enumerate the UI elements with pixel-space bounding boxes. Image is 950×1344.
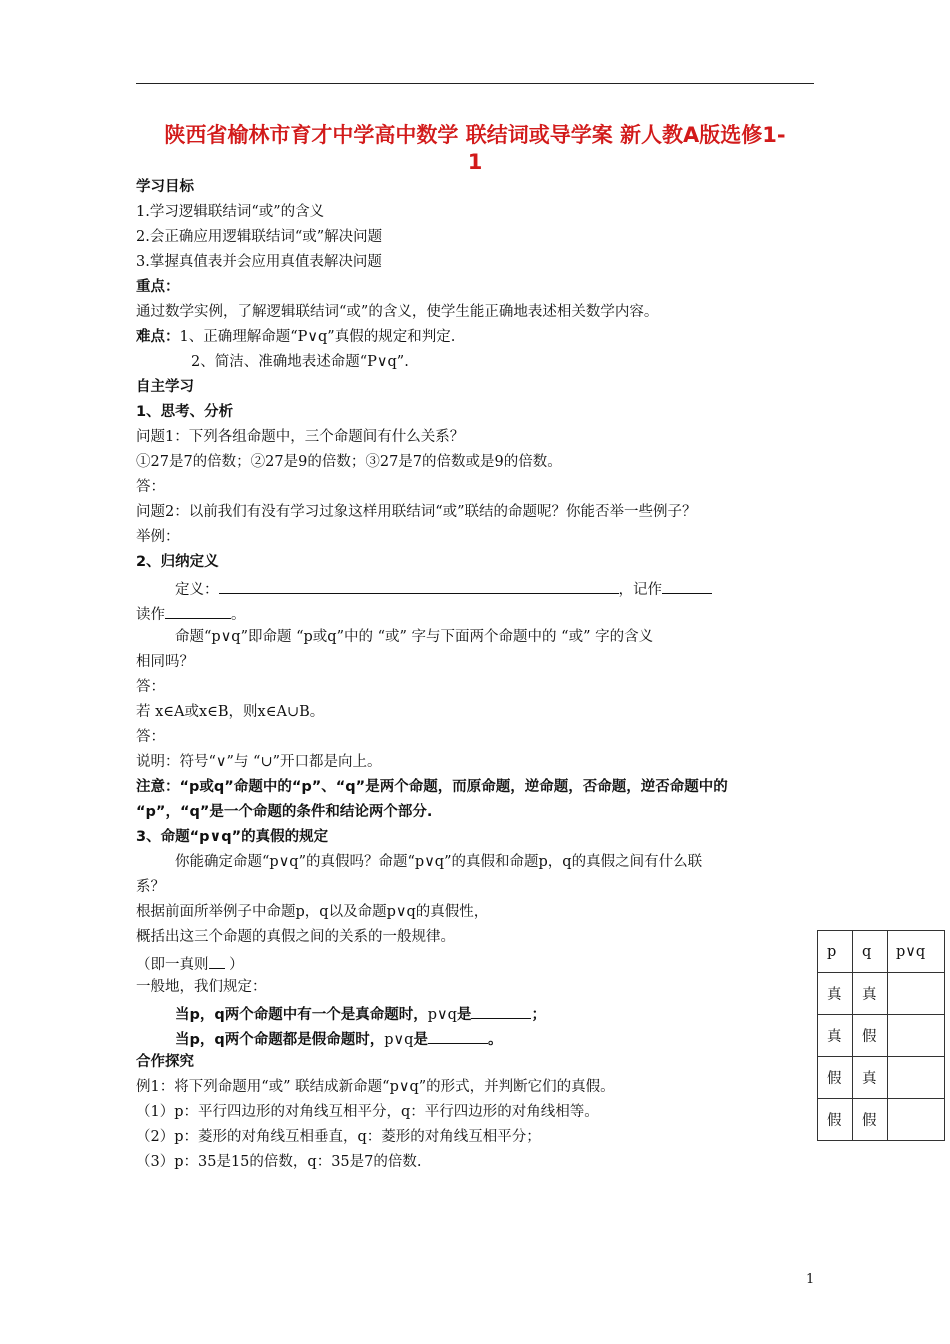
answer-3: 答： <box>136 729 165 745</box>
one-true-label: （即一真则 <box>136 957 209 973</box>
table-row <box>818 1099 945 1141</box>
question-1-items: ①27是7的倍数；②27是9的倍数；③27是7的倍数或是9的倍数。 <box>136 454 562 470</box>
page-number: 1 <box>806 1272 815 1287</box>
rule-1-end: ； <box>531 1007 546 1023</box>
caution-line-2: “p”，“q”是一个命题的条件和结论两个部分. <box>136 804 433 820</box>
objectives-heading: 学习目标 <box>136 179 194 195</box>
difficulty-label: 难点： <box>136 329 180 345</box>
title-line-1: 陕西省榆林市育才中学高中数学 联结词或导学案 新人教A版选修1- <box>164 123 786 147</box>
section-3-question-1: 你能确定命题“p∨q”的真假吗？命题“p∨q”的真假和命题p，q的真假之间有什么联 <box>175 854 703 870</box>
example-label: 举例： <box>136 529 180 545</box>
rule-2 <box>175 1027 502 1050</box>
rule-2-condition: 当p，q两个命题都是假命题时， <box>175 1032 385 1048</box>
question-1: 问题1：下列各组命题中，三个命题间有什么关系？ <box>136 429 465 445</box>
rule-2-end: 。 <box>487 1032 503 1048</box>
definition-notation-label: ，记作 <box>618 582 662 598</box>
header-p: p <box>818 931 853 973</box>
notation-blank <box>662 577 712 594</box>
cell-p-or-q <box>888 1057 945 1099</box>
rule-1-blank <box>471 1002 531 1019</box>
compare-line-2: 相同吗？ <box>136 654 194 670</box>
cell-q: 真 <box>853 973 888 1015</box>
rule-1-expr: p∨q <box>427 1007 457 1023</box>
section-1-heading: 1、思考、分析 <box>136 404 234 420</box>
objective-3: 3.掌握真值表并会应用真值表解决问题 <box>136 254 382 270</box>
read-as-label: 读作 <box>136 607 165 623</box>
rule-2-is: 是 <box>413 1032 428 1048</box>
objective-1: 1.学习逻辑联结词“或”的含义 <box>136 204 325 220</box>
answer-1: 答： <box>136 479 165 495</box>
section-3-para-4: 一般地，我们规定： <box>136 979 267 995</box>
difficulty-text-1: 1、正确理解命题“P∨q”真假的规定和判定. <box>179 329 456 345</box>
read-as-line <box>136 602 246 625</box>
rule-1 <box>175 1002 546 1025</box>
cell-p-or-q <box>888 973 945 1015</box>
question-2: 问题2：以前我们有没有学习过象这样用联结词“或”联结的命题呢？你能否举一些例子？ <box>136 504 697 520</box>
definition-line <box>175 577 712 600</box>
header-q: q <box>853 931 888 973</box>
table-row <box>818 1057 945 1099</box>
section-2-heading: 2、归纳定义 <box>136 554 219 570</box>
example-1-item-1: （1）p：平行四边形的对角线互相平分，q：平行四边形的对角线相等。 <box>136 1104 599 1120</box>
cell-p: 假 <box>818 1057 853 1099</box>
example-1-item-2: （2）p：菱形的对角线互相垂直，q：菱形的对角线互相平分； <box>136 1129 541 1145</box>
cell-p: 真 <box>818 1015 853 1057</box>
rule-1-condition: 当p，q两个命题中有一个是真命题时， <box>175 1007 428 1023</box>
cell-q: 假 <box>853 1099 888 1141</box>
header-p-or-q: p∨q <box>888 931 945 973</box>
difficulty-line-1 <box>136 327 455 347</box>
objective-2: 2.会正确应用逻辑联结词“或”解决问题 <box>136 229 383 245</box>
rule-2-blank <box>428 1027 488 1044</box>
cell-p: 真 <box>818 973 853 1015</box>
rule-1-is: 是 <box>456 1007 472 1023</box>
cell-p: 假 <box>818 1099 853 1141</box>
symbol-note: 说明：符号“∨”与 “∪”开口都是向上。 <box>136 754 382 770</box>
rule-2-expr: p∨q <box>384 1032 414 1048</box>
truth-table <box>817 930 945 1141</box>
table-row <box>818 1015 945 1057</box>
example-1: 例1：将下列命题用“或” 联结成新命题“p∨q”的形式，并判断它们的真假。 <box>136 1079 615 1095</box>
section-3-para-3 <box>136 952 244 975</box>
section-3-heading: 3、命题“p∨q”的真假的规定 <box>136 829 329 845</box>
definition-label: 定义： <box>175 582 219 598</box>
definition-blank <box>219 577 619 594</box>
key-text: 通过数学实例，了解逻辑联结词“或”的含义，使学生能正确地表述相关数学内容。 <box>136 304 659 320</box>
cooperative-heading: 合作探究 <box>136 1054 194 1070</box>
key-label: 重点： <box>136 279 180 295</box>
answer-2: 答： <box>136 679 165 695</box>
table-row <box>818 973 945 1015</box>
header-rule <box>136 83 814 84</box>
example-1-item-3: （3）p：35是15的倍数，q：35是7的倍数. <box>136 1154 422 1170</box>
one-true-blank <box>209 952 225 969</box>
section-3-para-2: 概括出这三个命题的真假之间的关系的一般规律。 <box>136 929 455 945</box>
section-3-para-1: 根据前面所举例子中命题p，q以及命题p∨q的真假性， <box>136 904 489 920</box>
cell-q: 假 <box>853 1015 888 1057</box>
difficulty-text-2: 2、简洁、准确地表述命题“P∨q”. <box>191 354 409 370</box>
table-header-row <box>818 931 945 973</box>
caution-line-1: 注意：“p或q”命题中的“p”、“q”是两个命题，而原命题，逆命题，否命题，逆否命题中的 <box>136 779 728 795</box>
read-as-blank <box>165 602 231 619</box>
compare-line-1: 命题“p∨q”即命题 “p或q”中的 “或” 字与下面两个命题中的 “或” 字的含义 <box>175 629 654 645</box>
one-true-end: ） <box>224 957 244 973</box>
cell-q: 真 <box>853 1057 888 1099</box>
section-3-question-2: 系？ <box>136 879 165 895</box>
title-line-2: 1 <box>467 150 483 174</box>
self-study-heading: 自主学习 <box>136 379 194 395</box>
read-as-end: 。 <box>231 607 246 623</box>
cell-p-or-q <box>888 1015 945 1057</box>
cell-p-or-q <box>888 1099 945 1141</box>
set-statement: 若 x∈A或x∈B，则x∈A∪B。 <box>136 704 325 720</box>
document-title <box>136 122 814 176</box>
